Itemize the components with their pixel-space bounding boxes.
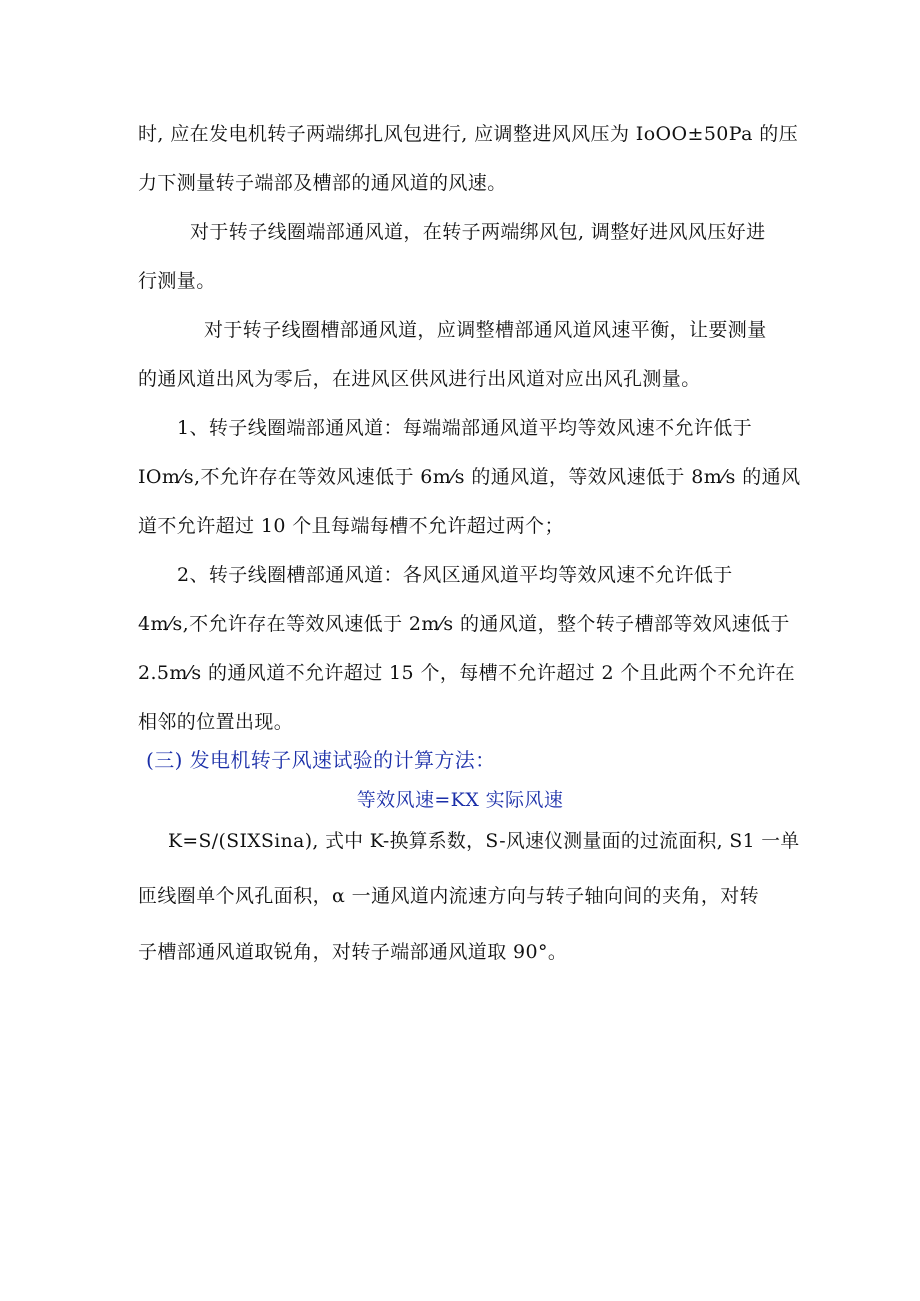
paragraph-3-line-2: 的通风道出风为零后，在进风区供风进行出风道对应出风孔测量。 <box>138 368 701 390</box>
item-2-line-1: 2、转子线圈槽部通风道：各风区通风道平均等效风速不允许低于 <box>177 564 733 586</box>
paragraph-2-line-2: 行测量。 <box>138 270 216 292</box>
section-heading: (三) 发电机转子风速试验的计算方法： <box>146 748 496 772</box>
paragraph-1-line-2: 力下测量转子端部及槽部的通风道的风速。 <box>138 172 507 194</box>
item-2-line-4: 相邻的位置出现。 <box>138 711 294 733</box>
paragraph-1-line-1: 时, 应在发电机转子两端绑扎风包进行, 应调整进风风压为 IoOO±50Pa 的压 <box>138 123 799 145</box>
item-1-line-1: 1、转子线圈端部通风道：每端端部通风道平均等效风速不允许低于 <box>177 417 753 439</box>
paragraph-4-line-3: 子槽部通风道取锐角，对转子端部通风道取 90°。 <box>138 941 568 963</box>
paragraph-2-line-1: 对于转子线圈端部通风道，在转子两端绑风包, 调整好进风风压好进 <box>190 221 766 243</box>
paragraph-4-line-2: 匝线圈单个风孔面积，α 一通风道内流速方向与转子轴向间的夹角，对转 <box>138 885 760 907</box>
formula: 等效风速=KX 实际风速 <box>356 789 564 811</box>
item-1-line-3: 道不允许超过 10 个且每端每槽不允许超过两个； <box>138 515 564 537</box>
item-1-line-2: IOm⁄s,不允许存在等效风速低于 6m⁄s 的通风道，等效风速低于 8m⁄s 的通风 <box>138 466 801 488</box>
item-2-line-3: 2.5m⁄s 的通风道不允许超过 15 个，每槽不允许超过 2 个且此两个不允许在 <box>138 662 796 684</box>
paragraph-4-line-1: K=S/(SIXSina), 式中 K-换算系数，S-风速仪测量面的过流面积, S1 一单 <box>168 831 800 852</box>
item-2-line-2: 4m⁄s,不允许存在等效风速低于 2m⁄s 的通风道，整个转子槽部等效风速低于 <box>138 613 790 635</box>
paragraph-3-line-1: 对于转子线圈槽部通风道，应调整槽部通风道风速平衡，让要测量 <box>204 319 767 341</box>
